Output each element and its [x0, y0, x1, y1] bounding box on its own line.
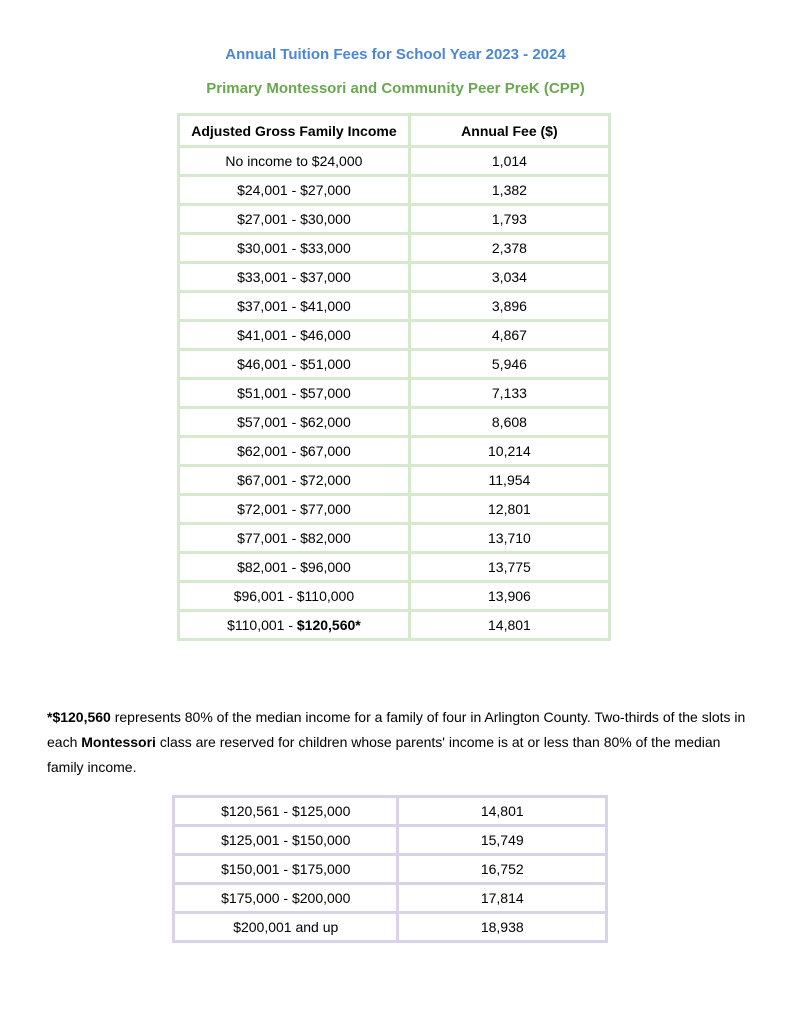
table-row: [174, 826, 607, 855]
income-range-cell: No income to $24,000: [179, 147, 410, 176]
table-row: [179, 408, 610, 437]
income-range-cell: $27,001 - $30,000: [179, 205, 410, 234]
annual-fee-cell: 13,710: [409, 524, 609, 553]
table-row: [179, 321, 610, 350]
page-subtitle: Primary Montessori and Community Peer PreK (CPP): [206, 80, 585, 97]
annual-fee-cell: 13,775: [409, 553, 609, 582]
annual-fee-cell: 7,133: [409, 379, 609, 408]
table-row: [179, 350, 610, 379]
table-row: [179, 176, 610, 205]
annual-fee-cell: 13,906: [409, 582, 609, 611]
income-range-cell: $67,001 - $72,000: [179, 466, 410, 495]
table-row: [179, 379, 610, 408]
note-text-2: class are reserved for children whose parents' income is at or less than 80% of the median family income.: [47, 734, 721, 775]
note-bold-amount: *$120,560: [47, 709, 111, 725]
table-row: [174, 797, 607, 826]
table-row: [179, 524, 610, 553]
fee-column-header: Annual Fee ($): [409, 115, 609, 147]
high-income-fee-table: [172, 795, 608, 943]
income-range-cell: $51,001 - $57,000: [179, 379, 410, 408]
table-row: [179, 466, 610, 495]
table-row: [179, 553, 610, 582]
tuition-fee-table: [177, 113, 611, 641]
table-row: [179, 205, 610, 234]
income-range-cell: $175,000 - $200,000: [174, 884, 398, 913]
annual-fee-cell: 14,801: [409, 611, 609, 640]
annual-fee-cell: 18,938: [398, 913, 607, 942]
table-row: [179, 234, 610, 263]
annual-fee-cell: 1,793: [409, 205, 609, 234]
income-range-cell: $77,001 - $82,000: [179, 524, 410, 553]
income-range-cell: $150,001 - $175,000: [174, 855, 398, 884]
income-range-cell: $125,001 - $150,000: [174, 826, 398, 855]
annual-fee-cell: 2,378: [409, 234, 609, 263]
annual-fee-cell: 8,608: [409, 408, 609, 437]
income-range-cell: $24,001 - $27,000: [179, 176, 410, 205]
income-range-cell: $82,001 - $96,000: [179, 553, 410, 582]
table-row: [179, 147, 610, 176]
table-row: [179, 495, 610, 524]
income-range-cell: $72,001 - $77,000: [179, 495, 410, 524]
income-range-limit: $120,560*: [296, 617, 361, 633]
annual-fee-cell: 10,214: [409, 437, 609, 466]
income-range-cell: $62,001 - $67,000: [179, 437, 410, 466]
income-range-cell: $57,001 - $62,000: [179, 408, 410, 437]
annual-fee-cell: 16,752: [398, 855, 607, 884]
income-range-cell: $33,001 - $37,000: [179, 263, 410, 292]
annual-fee-cell: 1,014: [409, 147, 609, 176]
table-row: [174, 884, 607, 913]
table-row: [174, 913, 607, 942]
note-text-1: represents 80% of the median income for a family of four in Arlington County. Two-thirds of the slots in each: [47, 709, 746, 750]
income-range-cell: $37,001 - $41,000: [179, 292, 410, 321]
annual-fee-cell: 15,749: [398, 826, 607, 855]
income-range-prefix: $110,001 -: [227, 617, 297, 633]
income-range-cell: $200,001 and up: [174, 913, 398, 942]
income-range-cell: $46,001 - $51,000: [179, 350, 410, 379]
median-income-note: [47, 705, 747, 780]
income-range-cell: $96,001 - $110,000: [179, 582, 410, 611]
annual-fee-cell: 11,954: [409, 466, 609, 495]
annual-fee-cell: 1,382: [409, 176, 609, 205]
income-range-cell: $120,561 - $125,000: [174, 797, 398, 826]
table-row: [174, 855, 607, 884]
income-range-cell: $30,001 - $33,000: [179, 234, 410, 263]
table-row: [179, 292, 610, 321]
table-row: [179, 582, 610, 611]
income-range-cell: [179, 611, 410, 640]
table-row: [179, 437, 610, 466]
annual-fee-cell: 5,946: [409, 350, 609, 379]
table-row: [179, 611, 610, 640]
annual-fee-cell: 14,801: [398, 797, 607, 826]
table-row: [179, 263, 610, 292]
table-header-row: [179, 115, 610, 147]
income-range-cell: $41,001 - $46,000: [179, 321, 410, 350]
annual-fee-cell: 4,867: [409, 321, 609, 350]
annual-fee-cell: 12,801: [409, 495, 609, 524]
page-title: Annual Tuition Fees for School Year 2023 - 2024: [225, 46, 566, 63]
annual-fee-cell: 3,034: [409, 263, 609, 292]
income-column-header: Adjusted Gross Family Income: [179, 115, 410, 147]
annual-fee-cell: 17,814: [398, 884, 607, 913]
note-bold-montessori: Montessori: [81, 734, 156, 750]
annual-fee-cell: 3,896: [409, 292, 609, 321]
